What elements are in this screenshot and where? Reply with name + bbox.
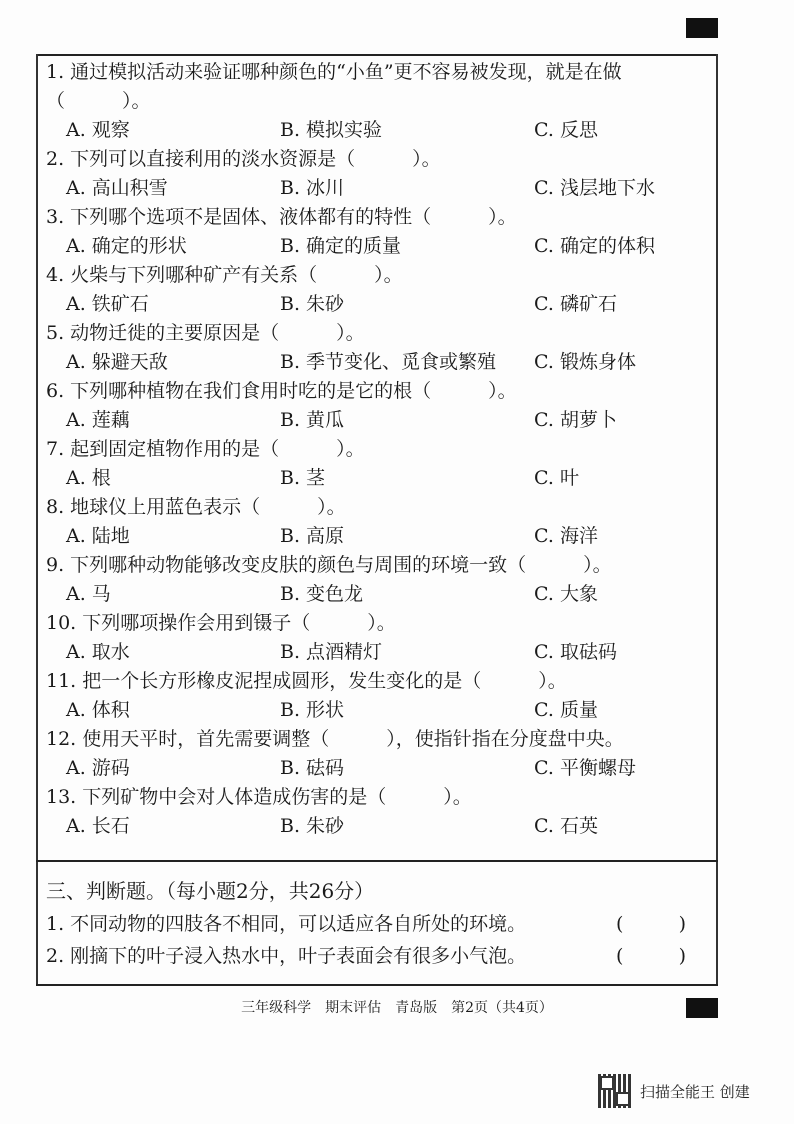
question-8 bbox=[46, 493, 708, 551]
option-c: C. 质量 bbox=[534, 699, 598, 721]
option-c: C. 反思 bbox=[534, 119, 598, 141]
option-a: A. 铁矿石 bbox=[66, 293, 149, 315]
frame-left-rule bbox=[36, 54, 38, 984]
question-options bbox=[46, 232, 708, 261]
answer-paren-open: ( bbox=[616, 945, 624, 967]
judge-statement: 2. 刚摘下的叶子浸入热水中，叶子表面会有很多小气泡。 bbox=[46, 945, 527, 967]
question-stem: 9. 下列哪种动物能够改变皮肤的颜色与周围的环境一致（ ）。 bbox=[46, 554, 612, 576]
option-c: C. 石英 bbox=[534, 815, 598, 837]
option-b: B. 砝码 bbox=[280, 757, 345, 779]
registration-mark-top bbox=[686, 18, 718, 38]
option-b: B. 点酒精灯 bbox=[280, 641, 383, 663]
question-13 bbox=[46, 783, 708, 841]
frame-bottom-rule bbox=[36, 984, 718, 986]
question-10 bbox=[46, 609, 708, 667]
question-stem: 2. 下列可以直接利用的淡水资源是（ ）。 bbox=[46, 148, 441, 170]
option-b: B. 黄瓜 bbox=[280, 409, 345, 431]
question-stem: 13. 下列矿物中会对人体造成伤害的是（ ）。 bbox=[46, 786, 472, 808]
qr-code-icon bbox=[598, 1074, 632, 1108]
option-c: C. 取砝码 bbox=[534, 641, 617, 663]
judge-statement: 1. 不同动物的四肢各不相同，可以适应各自所处的环境。 bbox=[46, 913, 527, 935]
question-12 bbox=[46, 725, 708, 783]
scanner-watermark bbox=[598, 1074, 750, 1108]
frame-top-rule bbox=[36, 54, 718, 56]
question-stem: 5. 动物迁徙的主要原因是（ ）。 bbox=[46, 322, 365, 344]
option-b: B. 模拟实验 bbox=[280, 119, 383, 141]
question-stem: 4. 火柴与下列哪种矿产有关系（ ）。 bbox=[46, 264, 403, 286]
option-b: B. 季节变化、觅食或繁殖 bbox=[280, 351, 497, 373]
option-a: A. 长石 bbox=[66, 815, 130, 837]
question-options bbox=[46, 812, 708, 841]
question-7 bbox=[46, 435, 708, 493]
option-a: A. 高山积雪 bbox=[66, 177, 168, 199]
question-options bbox=[46, 174, 708, 203]
question-options bbox=[46, 348, 708, 377]
option-a: A. 马 bbox=[66, 583, 111, 605]
question-4 bbox=[46, 261, 708, 319]
question-options bbox=[46, 580, 708, 609]
multiple-choice-questions bbox=[46, 58, 708, 841]
option-a: A. 确定的形状 bbox=[66, 235, 187, 257]
option-c: C. 胡萝卜 bbox=[534, 409, 617, 431]
judge-item-2 bbox=[46, 940, 708, 972]
option-c: C. 浅层地下水 bbox=[534, 177, 655, 199]
question-5 bbox=[46, 319, 708, 377]
option-b: B. 冰川 bbox=[280, 177, 345, 199]
option-a: A. 莲藕 bbox=[66, 409, 130, 431]
question-options bbox=[46, 522, 708, 551]
option-c: C. 磷矿石 bbox=[534, 293, 617, 315]
question-2 bbox=[46, 145, 708, 203]
question-stem: 11. 把一个长方形橡皮泥捏成圆形，发生变化的是（ ）。 bbox=[46, 670, 567, 692]
option-c: C. 大象 bbox=[534, 583, 598, 605]
answer-paren-close: ) bbox=[678, 913, 686, 935]
option-a: A. 躲避天敌 bbox=[66, 351, 168, 373]
frame-right-rule bbox=[716, 54, 718, 984]
option-a: A. 根 bbox=[66, 467, 111, 489]
option-c: C. 平衡螺母 bbox=[534, 757, 636, 779]
question-options bbox=[46, 696, 708, 725]
option-a: A. 体积 bbox=[66, 699, 130, 721]
page-footer: 三年级科学 期末评估 青岛版 第2页（共4页） bbox=[241, 1000, 553, 1016]
answer-paren-close: ) bbox=[678, 945, 686, 967]
option-a: A. 游码 bbox=[66, 757, 130, 779]
question-stem: 7. 起到固定植物作用的是（ ）。 bbox=[46, 438, 365, 460]
option-a: A. 陆地 bbox=[66, 525, 130, 547]
scanner-label: 扫描全能王 创建 bbox=[640, 1082, 750, 1101]
option-a: A. 取水 bbox=[66, 641, 130, 663]
question-options bbox=[46, 116, 708, 145]
question-options bbox=[46, 464, 708, 493]
option-a: A. 观察 bbox=[66, 119, 130, 141]
question-9 bbox=[46, 551, 708, 609]
option-b: B. 确定的质量 bbox=[280, 235, 402, 257]
question-options bbox=[46, 754, 708, 783]
question-11 bbox=[46, 667, 708, 725]
option-b: B. 朱砂 bbox=[280, 293, 345, 315]
option-c: C. 锻炼身体 bbox=[534, 351, 636, 373]
judge-item-1 bbox=[46, 908, 708, 940]
question-options bbox=[46, 406, 708, 435]
question-3 bbox=[46, 203, 708, 261]
answer-paren-open: ( bbox=[616, 913, 624, 935]
option-c: C. 确定的体积 bbox=[534, 235, 655, 257]
option-b: B. 高原 bbox=[280, 525, 345, 547]
question-stem: 1. 通过模拟活动来验证哪种颜色的“小鱼”更不容易被发现，就是在做（ ）。 bbox=[46, 61, 622, 112]
question-stem: 3. 下列哪个选项不是固体、液体都有的特性（ ）。 bbox=[46, 206, 517, 228]
answer-blank bbox=[616, 940, 708, 972]
question-stem: 8. 地球仪上用蓝色表示（ ）。 bbox=[46, 496, 346, 518]
question-stem: 10. 下列哪项操作会用到镊子（ ）。 bbox=[46, 612, 396, 634]
question-stem: 6. 下列哪种植物在我们食用时吃的是它的根（ ）。 bbox=[46, 380, 517, 402]
true-false-section bbox=[46, 874, 708, 972]
section-divider bbox=[36, 860, 718, 862]
question-6 bbox=[46, 377, 708, 435]
question-1 bbox=[46, 58, 708, 145]
answer-blank bbox=[616, 908, 708, 940]
question-stem: 12. 使用天平时，首先需要调整（ ），使指针指在分度盘中央。 bbox=[46, 728, 624, 750]
option-b: B. 茎 bbox=[280, 467, 326, 489]
question-options bbox=[46, 290, 708, 319]
option-b: B. 形状 bbox=[280, 699, 345, 721]
option-b: B. 变色龙 bbox=[280, 583, 364, 605]
option-c: C. 海洋 bbox=[534, 525, 598, 547]
question-options bbox=[46, 638, 708, 667]
option-b: B. 朱砂 bbox=[280, 815, 345, 837]
section-title: 三、判断题。（每小题2分，共26分） bbox=[46, 879, 375, 903]
option-c: C. 叶 bbox=[534, 467, 579, 489]
